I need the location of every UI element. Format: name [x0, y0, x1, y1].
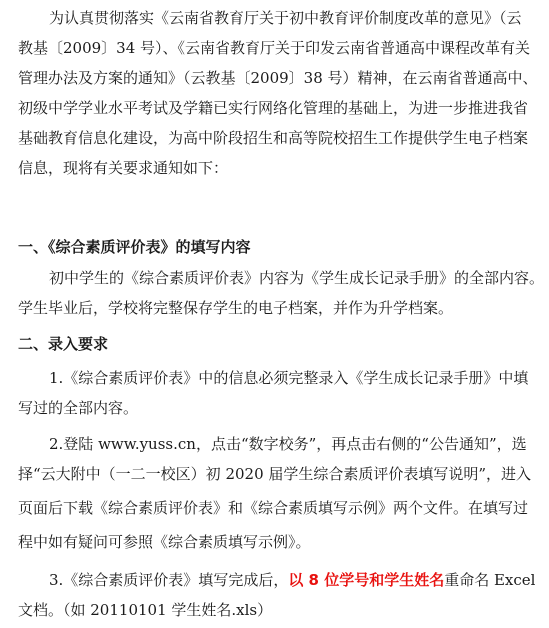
item-1-line-2: 写过的全部内容。 [18, 399, 139, 417]
item-3-line-1 [49, 570, 535, 590]
intro-line-3: 管理办法及方案的通知》（云教基〔2009〕38 号）精神，在云南省普通高中、 [18, 69, 538, 87]
section-2-heading: 二、录入要求 [18, 335, 109, 353]
intro-line-2: 教基〔2009〕34 号）、《云南省教育厅关于印发云南省普通高中课程改革有关 [18, 39, 531, 57]
section-1-heading: 一、《综合素质评价表》的填写内容 [18, 238, 251, 256]
intro-line-5: 基础教育信息化建设，为高中阶段招生和高等院校招生工作提供学生电子档案 [18, 129, 529, 147]
item-2-line-2: 择“云大附中（一二一校区）初 2020 届学生综合素质评价表填写说明”，进入 [18, 465, 532, 483]
item-3-line-2: 文档。（如 20110101 学生姓名.xls） [18, 601, 273, 619]
intro-line-6: 信息，现将有关要求通知如下： [18, 159, 229, 177]
item-3-highlight: 以 8 位学号和学生姓名 [288, 571, 445, 589]
intro-line-1: 为认真贯彻落实《云南省教育厅关于初中教育评价制度改革的意见》（云 [49, 9, 522, 27]
item-1-line-1: 1.《综合素质评价表》中的信息必须完整录入《学生成长记录手册》中填 [49, 369, 529, 387]
item-3-text-end: 重命名 Excel [444, 571, 536, 589]
item-2-line-3: 页面后下载《综合素质评价表》和《综合素质填写示例》两个文件。在填写过 [18, 499, 529, 517]
section-1-paragraph-line-2: 学生毕业后，学校将完整保存学生的电子档案，并作为升学档案。 [18, 299, 454, 317]
section-1-paragraph-line-1: 初中学生的《综合素质评价表》内容为《学生成长记录手册》的全部内容。 [49, 269, 545, 287]
item-3-text-start: 3.《综合素质评价表》填写完成后， [49, 571, 289, 589]
intro-line-4: 初级中学学业水平考试及学籍已实行网络化管理的基础上，为进一步推进我省 [18, 99, 529, 117]
item-2-line-1: 2.登陆 www.yuss.cn，点击“数字校务”，再点击右侧的“公告通知”，选 [49, 435, 527, 453]
item-2-line-4: 程中如有疑问可参照《综合素质填写示例》。 [18, 533, 311, 551]
